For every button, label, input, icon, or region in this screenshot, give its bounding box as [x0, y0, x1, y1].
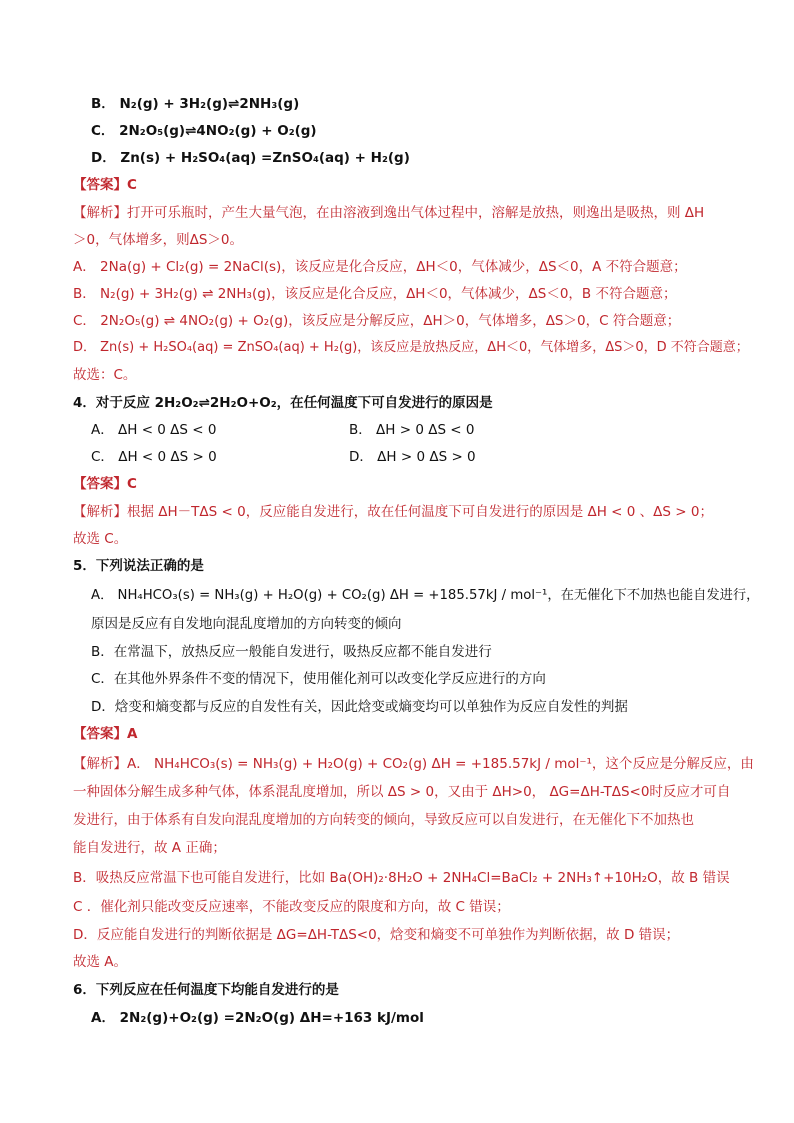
- q3-analysis-a: A． 2Na(g) + Cl₂(g) = 2NaCl(s)，该反应是化合反应，ΔH＜0，气体减少，ΔS＜0，A 不符合题意；: [73, 259, 687, 275]
- q4-conclusion: 故选 C。: [73, 531, 128, 547]
- q4-option-d: D． ΔH > 0 ΔS > 0: [349, 449, 476, 465]
- q4-analysis: 【解析】根据 ΔH－TΔS < 0，反应能自发进行，故在任何温度下可自发进行的原因是 ΔH < 0 、ΔS > 0；: [73, 504, 713, 520]
- q3-conclusion: 故选：C。: [73, 367, 137, 383]
- q6-option-a: A． 2N₂(g)+O₂(g) =2N₂O(g) ΔH=+163 kJ/mol: [91, 1010, 424, 1026]
- q5-option-a-line2: 原因是反应有自发地向混乱度增加的方向转变的倾向: [91, 616, 402, 632]
- q3-analysis-d: D． Zn(s) + H₂SO₄(aq) = ZnSO₄(aq) + H₂(g)，该反应是放热反应，ΔH＜0，气体增多，ΔS＞0，D 不符合题意；: [73, 340, 749, 355]
- q6-stem: 6．下列反应在任何温度下均能自发进行的是: [73, 982, 339, 998]
- q3-analysis-line1: 【解析】打开可乐瓶时，产生大量气泡，在由溶液到逸出气体过程中，溶解是放热，则逸出是吸热，则 ΔH: [73, 205, 705, 221]
- q4-stem: 4．对于反应 2H₂O₂⇌2H₂O+O₂，在任何温度下可自发进行的原因是: [73, 395, 493, 411]
- q3-option-b: B． N₂(g) + 3H₂(g)⇌2NH₃(g): [91, 96, 300, 112]
- q5-analysis-d: D．反应能自发进行的判断依据是 ΔG=ΔH-TΔS<0，焓变和熵变不可单独作为判断依据，故 D 错误；: [73, 927, 680, 943]
- q5-analysis-b: B．吸热反应常温下也可能自发进行，比如 Ba(OH)₂·8H₂O + 2NH₄Cl=BaCl₂ + 2NH₃↑+10H₂O，故 B 错误: [73, 870, 730, 886]
- q3-analysis-c: C． 2N₂O₅(g) ⇌ 4NO₂(g) + O₂(g)，该反应是分解反应，ΔH＞0，气体增多，ΔS＞0，C 符合题意；: [73, 313, 681, 329]
- q5-analysis-line4: 能自发进行，故 A 正确；: [73, 840, 226, 856]
- q5-option-a-line1: A． NH₄HCO₃(s) = NH₃(g) + H₂O(g) + CO₂(g) ΔH = +185.57kJ / mol⁻¹，在无催化下不加热也能自发进行，: [91, 588, 760, 603]
- q4-option-c: C． ΔH < 0 ΔS > 0: [91, 449, 217, 465]
- q5-analysis-c: C ．催化剂只能改变反应速率，不能改变反应的限度和方向，故 C 错误；: [73, 899, 510, 915]
- q3-analysis-b: B． N₂(g) + 3H₂(g) ⇌ 2NH₃(g)，该反应是化合反应，ΔH＜0，气体减少，ΔS＜0，B 不符合题意；: [73, 286, 677, 302]
- q3-option-d: D． Zn(s) + H₂SO₄(aq) =ZnSO₄(aq) + H₂(g): [91, 150, 410, 166]
- q5-option-c: C．在其他外界条件不变的情况下，使用催化剂可以改变化学反应进行的方向: [91, 671, 546, 687]
- q5-answer: 【答案】A: [73, 726, 138, 742]
- q3-analysis-line2: ＞0，气体增多，则ΔS＞0。: [73, 232, 243, 248]
- q3-answer: 【答案】C: [73, 177, 137, 193]
- q5-analysis-line3: 发进行，由于体系有自发向混乱度增加的方向转变的倾向，导致反应可以自发进行，在无催化下不加热也: [73, 812, 694, 828]
- q4-option-b: B． ΔH > 0 ΔS < 0: [349, 422, 475, 438]
- q5-option-b: B．在常温下，放热反应一般能自发进行，吸热反应都不能自发进行: [91, 644, 492, 660]
- q5-analysis-line1: 【解析】A． NH₄HCO₃(s) = NH₃(g) + H₂O(g) + CO₂(g) ΔH = +185.57kJ / mol⁻¹，这个反应是分解反应，由: [73, 756, 754, 772]
- q3-option-c: C． 2N₂O₅(g)⇌4NO₂(g) + O₂(g): [91, 123, 317, 139]
- q4-answer: 【答案】C: [73, 476, 137, 492]
- q5-stem: 5．下列说法正确的是: [73, 558, 204, 574]
- q4-option-a: A． ΔH < 0 ΔS < 0: [91, 422, 217, 438]
- q5-option-d: D．焓变和熵变都与反应的自发性有关，因此焓变或熵变均可以单独作为反应自发性的判据: [91, 699, 628, 715]
- q5-analysis-line2: 一种固体分解生成多种气体，体系混乱度增加，所以 ΔS > 0，又由于 ΔH>0， ΔG=ΔH-TΔS<0时反应才可自: [73, 784, 731, 800]
- q5-conclusion: 故选 A。: [73, 954, 128, 970]
